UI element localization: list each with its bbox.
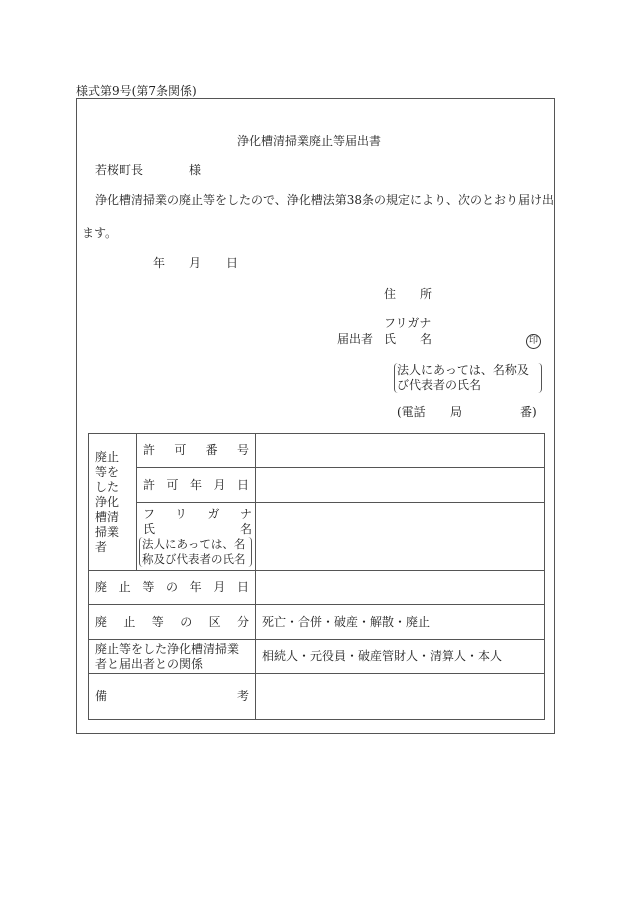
phone-open: (電話 (397, 405, 426, 419)
corp-note-line2: び代表者の氏名 (397, 378, 482, 392)
seal-text: 印 (526, 334, 541, 349)
permit-number-label: 許可番号 (137, 434, 256, 468)
name-field[interactable] (256, 503, 545, 571)
remarks-field[interactable] (256, 674, 545, 720)
name-label-row (143, 522, 252, 537)
form-number: 様式第9号(第7条関係) (76, 84, 197, 98)
corp-note-table-line2: 称及び代表者の氏名 (142, 551, 246, 566)
permit-number-field[interactable] (256, 434, 545, 468)
furigana-label: フリガナ (384, 316, 432, 330)
corp-note-table (139, 537, 252, 567)
phone-number: 番) (520, 405, 537, 419)
corp-note (394, 363, 542, 393)
remarks-label (89, 674, 256, 720)
abolition-date-field[interactable] (256, 571, 545, 605)
remarks-label-left: 備 (95, 689, 108, 703)
date-year: 年 (153, 256, 166, 270)
permit-date-label: 許可年月日 (137, 468, 256, 503)
abolition-type-label: 廃止等の区分 (89, 605, 256, 640)
date-day: 日 (226, 256, 239, 270)
form-title: 浄化槽清掃業廃止等届出書 (237, 134, 382, 148)
addressee-name: 若桜町長 (95, 163, 144, 177)
group-label: 廃止等をした浄化槽清掃業者 (89, 434, 137, 571)
date-month: 月 (189, 256, 202, 270)
seal-mark (526, 332, 541, 349)
relationship-label: 廃止等をした浄化槽清掃業者と届出者との関係 (89, 640, 256, 674)
permit-date-field[interactable] (256, 468, 545, 503)
remarks-label-right: 考 (236, 689, 249, 703)
notification-table (88, 433, 545, 720)
relationship-value[interactable]: 相続人・元役員・破産管財人・清算人・本人 (256, 640, 545, 674)
abolition-type-value[interactable]: 死亡・合併・破産・解散・廃止 (256, 605, 545, 640)
abolition-date-label: 廃止等の年月日 (89, 571, 256, 605)
name-label: 氏 名 (384, 332, 433, 346)
name-label: 氏名 (143, 521, 252, 536)
corp-note-line1: 法人にあっては、名称及 (397, 363, 529, 377)
furigana-label: フリガナ (143, 506, 252, 521)
corp-note-table-line1: 法人にあっては、名 (142, 536, 246, 551)
address-label: 住 所 (384, 287, 433, 301)
applicant-label: 届出者 (337, 332, 374, 346)
body-text-line2: ます。 (82, 226, 118, 240)
addressee-honorific: 様 (189, 163, 202, 177)
body-text-line1: 浄化槽清掃業の廃止等をしたので、浄化槽法第38条の規定により、次のとおり届け出 (95, 193, 555, 207)
phone-exchange: 局 (450, 405, 463, 419)
